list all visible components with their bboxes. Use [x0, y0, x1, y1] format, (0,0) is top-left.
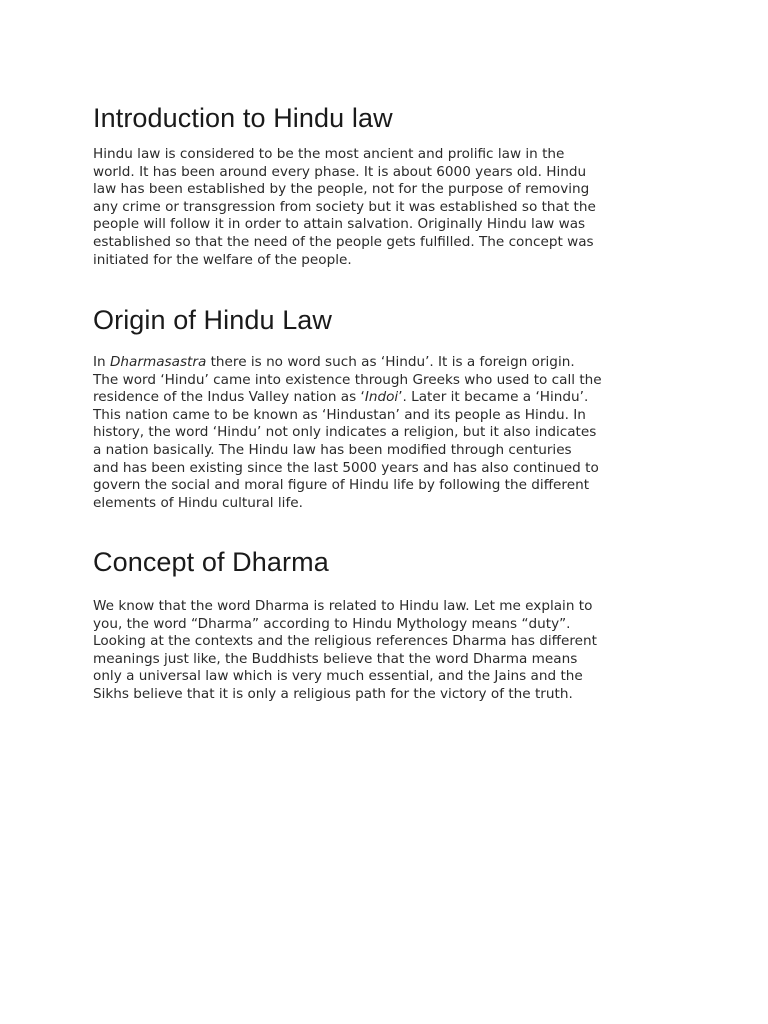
text-line: history, the word ‘Hindu’ not only indicates a religion, but it also indicates	[93, 424, 597, 441]
text-line: a nation basically. The Hindu law has been modified through centuries	[93, 441, 572, 458]
text-line: only a universal law which is very much essential, and the Jains and the	[93, 668, 583, 685]
text-line: law has been established by the people, not for the purpose of removing	[93, 181, 590, 198]
text-run: In	[93, 354, 110, 370]
text-line: any crime or transgression from society but it was established so that the	[93, 198, 596, 215]
text-line: The word ‘Hindu’ came into existence through Greeks who used to call the	[93, 371, 602, 388]
italic-term: Indoi	[364, 389, 399, 406]
text-line: elements of Hindu cultural life.	[93, 494, 303, 511]
paragraph-introduction	[93, 146, 683, 269]
text-line: Looking at the contexts and the religious references Dharma has different	[93, 633, 597, 650]
text-run: there is no word such as ‘Hindu’. It is a foreign origin.	[206, 354, 575, 370]
heading-dharma: Concept of Dharma	[93, 547, 329, 577]
text-run: residence of the Indus Valley nation as ‘	[93, 389, 365, 406]
text-line: people will follow it in order to attain salvation. Originally Hindu law was	[93, 216, 586, 233]
text-line: you, the word “Dharma” according to Hindu Mythology means “duty”.	[93, 615, 571, 632]
text-line: We know that the word Dharma is related to Hindu law. Let me explain to	[93, 598, 593, 614]
paragraph-dharma	[93, 598, 683, 704]
paragraph-origin	[93, 354, 683, 512]
text-line: established so that the need of the people gets fulfilled. The concept was	[93, 233, 594, 250]
text-line: initiated for the welfare of the people.	[93, 251, 352, 268]
text-line: Sikhs believe that it is only a religious path for the victory of the truth.	[93, 685, 573, 702]
text-line: govern the social and moral figure of Hindu life by following the different	[93, 477, 590, 494]
text-line	[93, 354, 683, 372]
heading-introduction: Introduction to Hindu law	[93, 103, 393, 133]
text-line: Hindu law is considered to be the most ancient and prolific law in the	[93, 146, 565, 162]
text-line	[93, 389, 683, 407]
section-dharma	[93, 545, 683, 704]
heading-origin: Origin of Hindu Law	[93, 305, 333, 335]
text-line: meanings just like, the Buddhists believe that the word Dharma means	[93, 650, 578, 667]
text-run: ’. Later it became a ‘Hindu’.	[398, 389, 589, 406]
section-origin	[93, 303, 683, 512]
italic-term: Dharmasastra	[109, 354, 207, 370]
text-line: world. It has been around every phase. It is about 6000 years old. Hindu	[93, 163, 587, 180]
section-introduction	[93, 101, 683, 269]
text-line: and has been existing since the last 5000 years and has also continued to	[93, 459, 599, 476]
text-line: This nation came to be known as ‘Hindustan’ and its people as Hindu. In	[93, 406, 586, 423]
